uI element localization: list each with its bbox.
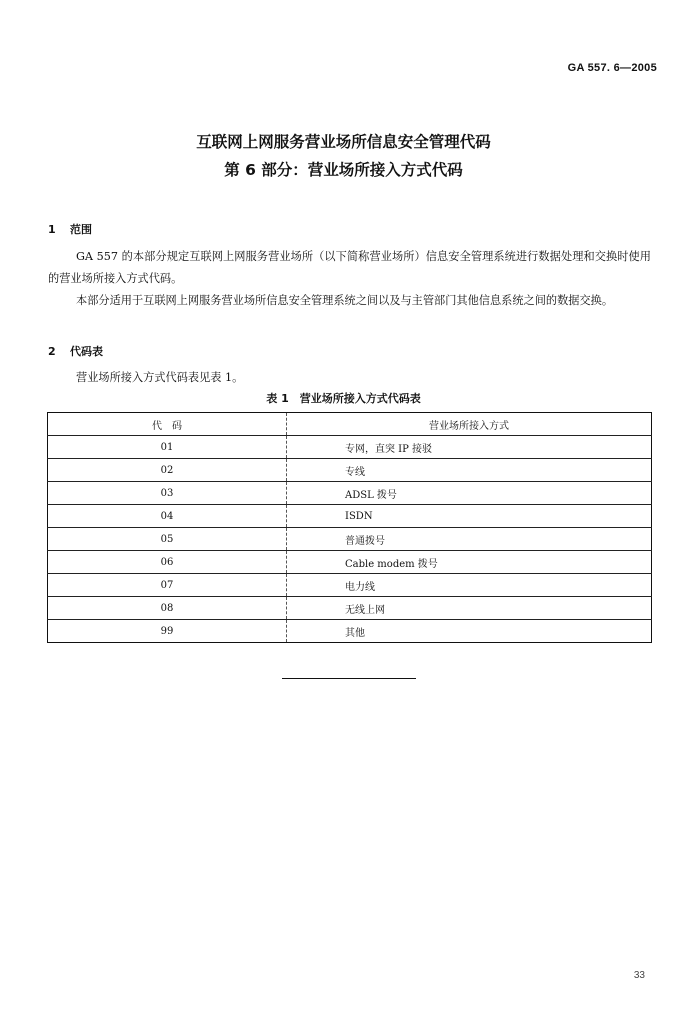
access-mode-cell: 电力线 [287, 574, 652, 597]
access-mode-cell: 专线 [287, 459, 652, 482]
section-title: 范围 [70, 223, 92, 236]
table-row [48, 482, 652, 505]
section-number: 1 [48, 223, 56, 236]
section-heading-scope [48, 221, 92, 237]
access-mode-cell: Cable modem 拨号 [287, 551, 652, 574]
section-number: 2 [48, 345, 56, 358]
section-heading-code-table [48, 343, 103, 359]
access-mode-code-table [47, 412, 652, 643]
table-row [48, 436, 652, 459]
document-subtitle: 第 6 部分：营业场所接入方式代码 [224, 161, 463, 179]
document-title: 互联网上网服务营业场所信息安全管理代码 [196, 133, 491, 151]
scope-paragraph-2: 本部分适用于互联网上网服务营业场所信息安全管理系统之间以及与主管部门其他信息系统之间的数据交换。 [76, 294, 614, 307]
access-mode-cell: 无线上网 [287, 597, 652, 620]
page-number: 33 [633, 970, 645, 981]
access-mode-cell: 专网，直突 IP 接驳 [287, 436, 652, 459]
table-row [48, 597, 652, 620]
access-mode-cell: ADSL 拨号 [287, 482, 652, 505]
code-cell: 99 [48, 620, 287, 643]
table-row [48, 505, 652, 528]
column-header-access-mode: 营业场所接入方式 [287, 413, 652, 436]
table-row [48, 528, 652, 551]
table-row [48, 574, 652, 597]
access-mode-cell: 普通拨号 [287, 528, 652, 551]
code-cell: 04 [48, 505, 287, 528]
table-caption: 表 1 营业场所接入方式代码表 [266, 392, 421, 405]
code-cell: 06 [48, 551, 287, 574]
table-row [48, 459, 652, 482]
access-mode-cell: 其他 [287, 620, 652, 643]
access-mode-cell: ISDN [287, 505, 652, 528]
code-cell: 08 [48, 597, 287, 620]
code-table-reference: 营业场所接入方式代码表见表 1。 [76, 371, 244, 384]
section-title: 代码表 [70, 345, 103, 358]
code-cell: 03 [48, 482, 287, 505]
table-header-row [48, 413, 652, 436]
code-cell: 01 [48, 436, 287, 459]
standard-code: GA 557. 6—2005 [567, 62, 657, 74]
code-cell: 02 [48, 459, 287, 482]
scope-paragraph-1: GA 557 的本部分规定互联网上网服务营业场所（以下简称营业场所）信息安全管理系统进行数据处理和交换时使用的营业场所接入方式代码。 [48, 250, 651, 285]
code-cell: 05 [48, 528, 287, 551]
column-header-code: 代 码 [48, 413, 287, 436]
table-row [48, 620, 652, 643]
end-of-document-rule [282, 678, 416, 679]
table-row [48, 551, 652, 574]
code-cell: 07 [48, 574, 287, 597]
